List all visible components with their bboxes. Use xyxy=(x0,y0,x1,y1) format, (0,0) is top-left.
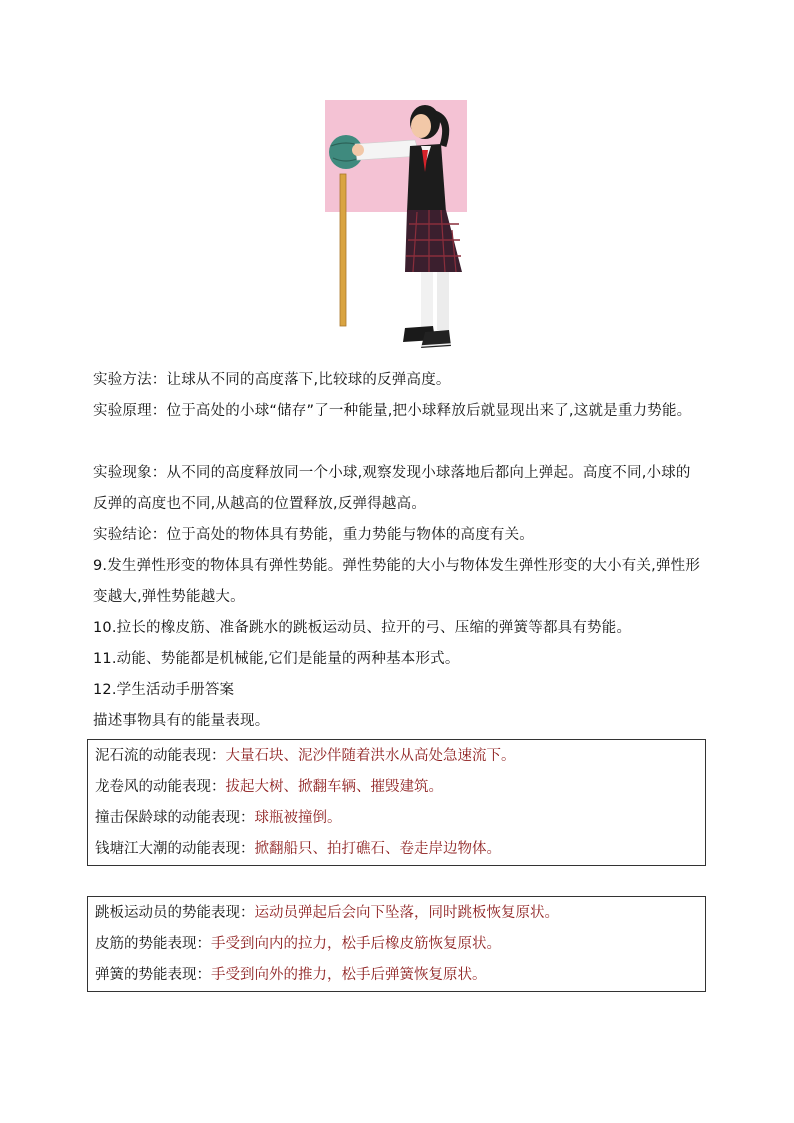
kinetic-row xyxy=(95,834,705,865)
kinetic-row xyxy=(95,741,705,772)
potential-energy-answer-box xyxy=(87,896,706,992)
measuring-ruler xyxy=(340,174,346,326)
conclusion-paragraph: 实验结论：位于高处的物体具有势能，重力势能与物体的高度有关。 xyxy=(93,527,534,543)
row-label: 泥石流的动能表现： xyxy=(95,748,226,764)
row-label: 龙卷风的动能表现： xyxy=(95,779,226,795)
row-label: 皮筋的势能表现： xyxy=(95,936,211,952)
point-12-heading: 12.学生活动手册答案 xyxy=(93,682,235,698)
point-10-paragraph: 10.拉长的橡皮筋、准备跳水的跳板运动员、拉开的弓、压缩的弹簧等都具有势能。 xyxy=(93,620,632,636)
potential-row xyxy=(95,898,705,929)
point-11-paragraph: 11.动能、势能都是机械能,它们是能量的两种基本形式。 xyxy=(93,651,460,667)
potential-row xyxy=(95,929,705,960)
row-answer: 掀翻船只、拍打礁石、卷走岸边物体。 xyxy=(254,841,501,857)
experiment-photo xyxy=(325,100,467,352)
row-label: 跳板运动员的势能表现： xyxy=(95,905,255,921)
method-paragraph: 实验方法：让球从不同的高度落下,比较球的反弹高度。 xyxy=(93,372,451,388)
row-answer: 球瓶被撞倒。 xyxy=(254,810,342,826)
row-answer: 手受到向内的拉力，松手后橡皮筋恢复原状。 xyxy=(211,936,501,952)
task-description: 描述事物具有的能量表现。 xyxy=(93,713,270,729)
row-answer: 手受到向外的推力，松手后弹簧恢复原状。 xyxy=(211,967,487,983)
row-label: 钱塘江大潮的动能表现： xyxy=(95,841,255,857)
point-9-paragraph: 9.发生弹性形变的物体具有弹性势能。弹性势能的大小与物体发生弹性形变的大小有关,弹性形变越大,弹性势能越大。 xyxy=(93,558,701,605)
row-answer: 拔起大树、掀翻车辆、摧毁建筑。 xyxy=(225,779,443,795)
row-answer: 大量石块、泥沙伴随着洪水从高处急速流下。 xyxy=(225,748,516,764)
kinetic-row xyxy=(95,803,705,834)
principle-paragraph: 实验原理：位于高处的小球“储存”了一种能量,把小球释放后就显现出来了,这就是重力势能。 xyxy=(93,403,692,419)
row-label: 弹簧的势能表现： xyxy=(95,967,211,983)
kinetic-energy-answer-box xyxy=(87,739,706,866)
kinetic-row xyxy=(95,772,705,803)
phenomenon-paragraph: 实验现象：从不同的高度释放同一个小球,观察发现小球落地后都向上弹起。高度不同,小球的反弹的高度也不同,从越高的位置释放,反弹得越高。 xyxy=(93,465,691,512)
row-label: 撞击保龄球的动能表现： xyxy=(95,810,255,826)
potential-row xyxy=(95,960,705,991)
row-answer: 运动员弹起后会向下坠落，同时跳板恢复原状。 xyxy=(254,905,559,921)
